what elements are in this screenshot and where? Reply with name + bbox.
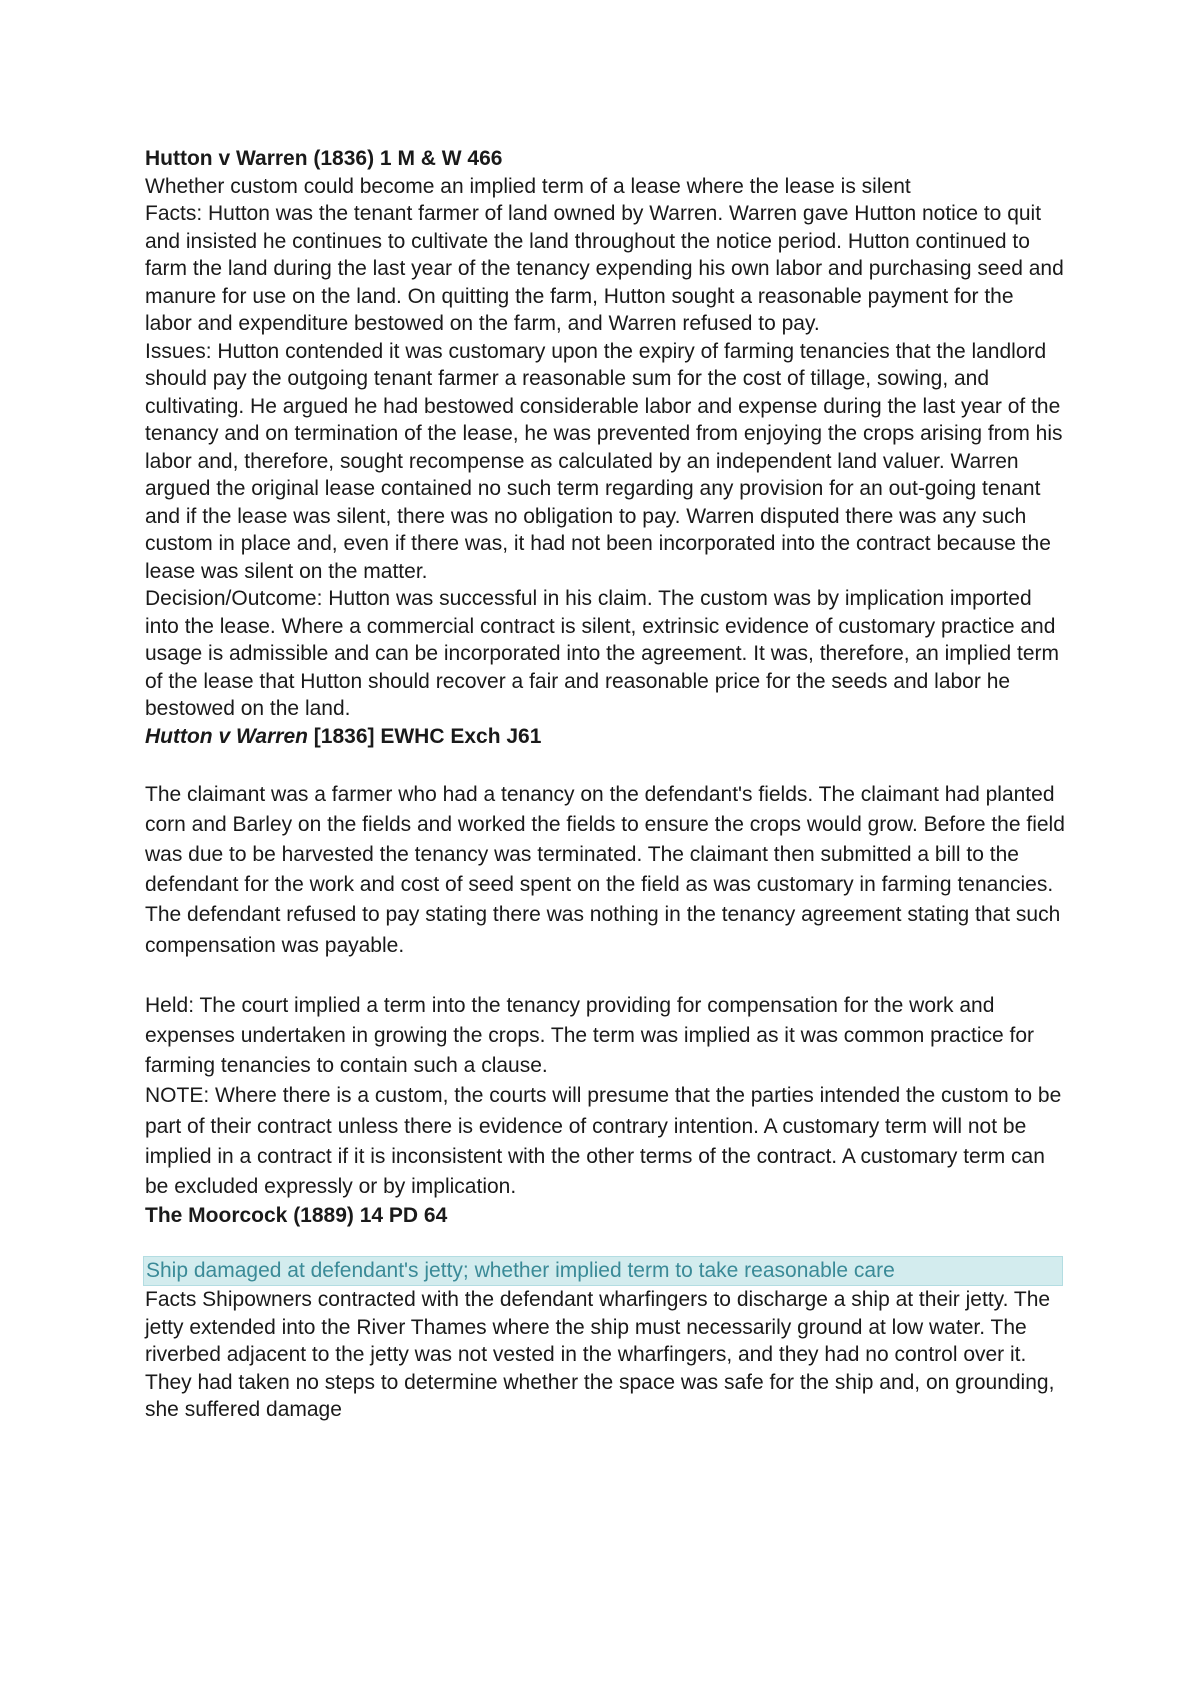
case-name-italic: Hutton v Warren bbox=[145, 724, 308, 748]
document-page bbox=[145, 145, 1065, 1424]
case-question: Whether custom could become an implied term of a lease where the lease is silent bbox=[145, 174, 911, 198]
case-moorcock-facts bbox=[145, 1286, 1065, 1424]
paragraph-spacer bbox=[145, 750, 1065, 780]
case-moorcock-heading: The Moorcock (1889) 14 PD 64 bbox=[145, 1204, 448, 1228]
case-held-paragraph: Held: The court implied a term into the tenancy providing for compensation for the work and expenses undertaken in growing the crops. The term was implied as it was common practice for farming tenancies to contain such a clause. bbox=[145, 993, 1035, 1078]
case-hutton-notes bbox=[145, 780, 1065, 1203]
case-facts-paragraph: The claimant was a farmer who had a tenancy on the defendant's fields. The claimant had planted corn and Barley on the fields and worked the fields to ensure the crops would grow. Before the field was due to be harvested the tenancy was terminated. The claimant then submitted a bill to the defendant for the work and cost of seed spent on the field as was customary in farming tenancies. The defendant refused to pay stating there was nothing in the tenancy agreement stating that such compensation was payable. bbox=[145, 782, 1065, 957]
case-heading-citation bbox=[145, 723, 1065, 750]
case-decision: Decision/Outcome: Hutton was successful in his claim. The custom was by implication imported into the lease. Where a commercial contract is silent, extrinsic evidence of customary practice and usage is admissible and can be incorporated into the agreement. It was, therefore, an implied term of the lease that Hutton should recover a fair and reasonable price for the seeds and labor he bestowed on the land. bbox=[145, 587, 1060, 720]
highlighted-question: Ship damaged at defendant's jetty; whether implied term to take reasonable care bbox=[143, 1256, 1063, 1286]
case-facts: Facts: Hutton was the tenant farmer of land owned by Warren. Warren gave Hutton notice to quit and insisted he continues to cultivate the land throughout the notice period. Hutton continued to farm the land during the last year of the tenancy expending his own labor and purchasing seed and manure for use on the land. On quitting the farm, Hutton sought a reasonable payment for the labor and expenditure bestowed on the farm, and Warren refused to pay. bbox=[145, 202, 1064, 335]
paragraph-spacer bbox=[145, 1230, 1065, 1256]
case-heading: Hutton v Warren (1836) 1 M & W 466 bbox=[145, 147, 503, 170]
case-facts-paragraph: Facts Shipowners contracted with the defendant wharfingers to discharge a ship at their jetty. The jetty extended into the River Thames where the ship must necessarily ground at low water. The riverbed adjacent to the jetty was not vested in the wharfingers, and they had no control over it. They had taken no steps to determine whether the space was safe for the ship and, on grounding, she suffered damage bbox=[145, 1288, 1055, 1422]
paragraph-spacer bbox=[145, 961, 1065, 991]
case-citation: [1836] EWHC Exch J61 bbox=[307, 724, 542, 748]
case-hutton-summary bbox=[145, 145, 1065, 723]
case-issues: Issues: Hutton contended it was customary upon the expiry of farming tenancies that the landlord should pay the outgoing tenant farmer a reasonable sum for the cost of tillage, sowing, and cultivating. He argued he had bestowed considerable labor and expense during the last year of the tenancy and on termination of the lease, he was prevented from enjoying the crops arising from his labor and, therefore, sought recompense as calculated by an independent land valuer. Warren argued the original lease contained no such term regarding any provision for an out-going tenant and if the lease was silent, there was no obligation to pay. Warren disputed there was any such custom in place and, even if there was, it had not been incorporated into the contract because the lease was silent on the matter. bbox=[145, 339, 1063, 583]
case-note-paragraph: NOTE: Where there is a custom, the courts will presume that the parties intended the custom to be part of their contract unless there is evidence of contrary intention. A customary term will not be implied in a contract if it is inconsistent with the other terms of the contract. A customary term can be excluded expressly or by implication. bbox=[145, 1084, 1062, 1198]
